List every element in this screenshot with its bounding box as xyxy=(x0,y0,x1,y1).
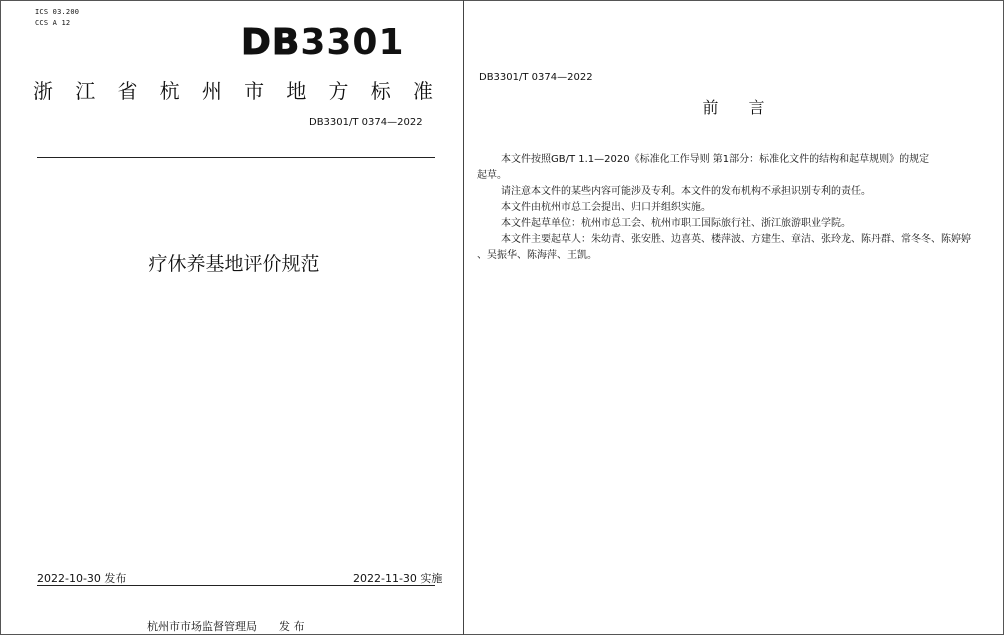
header-rule xyxy=(37,157,435,158)
issuer-line xyxy=(147,618,305,634)
cover-page xyxy=(1,1,463,634)
issuer-name: 杭州市市场监督管理局 xyxy=(147,620,257,633)
authority-char: 杭 xyxy=(159,79,180,103)
paragraph: 请注意本文件的某些内容可能涉及专利。本文件的发布机构不承担识别专利的责任。 xyxy=(501,186,871,197)
authority-char: 江 xyxy=(75,79,96,103)
authority-char: 浙 xyxy=(33,79,53,103)
authority-char: 州 xyxy=(201,79,222,103)
running-header-code: DB3301/T 0374—2022 xyxy=(479,72,593,83)
ics-code: ICS 03.200 xyxy=(35,8,80,16)
document-title: 疗休养基地评价规范 xyxy=(148,253,320,275)
foreword-page xyxy=(464,1,1003,634)
issue-word: 发 布 xyxy=(279,620,305,633)
authority-char: 省 xyxy=(117,79,138,103)
paragraph: 本文件由杭州市总工会提出、归口并组织实施。 xyxy=(501,202,711,213)
authority-char: 市 xyxy=(244,79,265,103)
standard-code: DB3301/T 0374—2022 xyxy=(309,117,423,128)
implement-date: 2022-11-30 实施 xyxy=(353,572,443,585)
authority-char: 地 xyxy=(286,79,307,103)
db-number: 3301 xyxy=(300,22,405,63)
footer-rule xyxy=(37,585,435,586)
db-prefix: DB xyxy=(241,22,301,63)
paragraph: 本文件按照GB/T 1.1—2020《标准化工作导则 第1部分：标准化文件的结构和起草规则》的规定 xyxy=(501,154,930,165)
paragraph: 本文件主要起草人：朱幼青、张安胜、边喜英、楼萍波、方建生、章洁、张玲龙、陈丹群、常冬冬、陈婷婷 xyxy=(501,234,971,245)
paragraph: 起草。 xyxy=(477,170,507,181)
issuing-authority xyxy=(33,77,433,105)
foreword-body xyxy=(477,152,999,264)
authority-char: 方 xyxy=(328,79,349,103)
authority-char: 标 xyxy=(370,79,391,103)
ccs-code: CCS A 12 xyxy=(35,19,71,27)
paragraph: 本文件起草单位：杭州市总工会、杭州市职工国际旅行社、浙江旅游职业学院。 xyxy=(501,218,851,229)
paragraph: 、吴振华、陈海萍、王凯。 xyxy=(477,250,597,261)
db-logo xyxy=(241,21,405,65)
foreword-heading: 前言 xyxy=(702,98,795,117)
authority-char: 准 xyxy=(412,79,433,103)
publish-date: 2022-10-30 发布 xyxy=(37,572,127,585)
